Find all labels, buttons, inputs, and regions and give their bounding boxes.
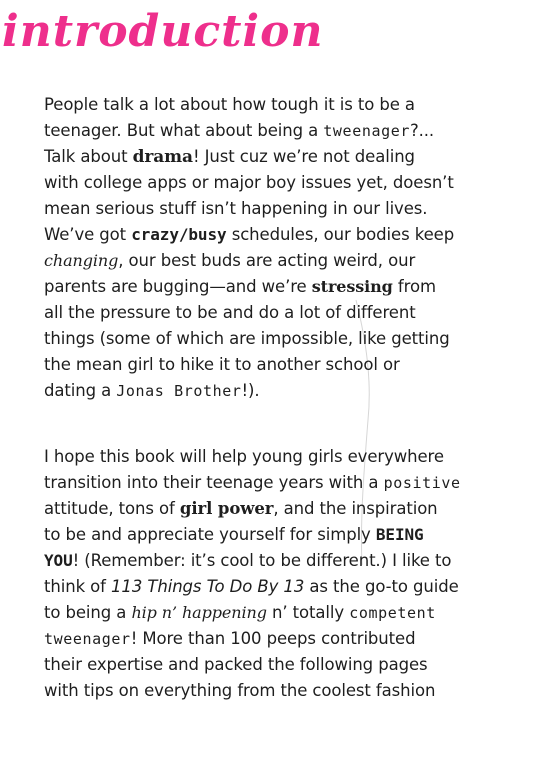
- crazy-busy-word: crazy/busy: [131, 225, 227, 244]
- text-line: People talk a lot about how tough it is to be a: [44, 95, 415, 114]
- text-line: think of 113 Things To Do By 13 as the go-to guide: [44, 577, 459, 596]
- text-line: We’ve got crazy/busy schedules, our bodies keep: [44, 225, 455, 244]
- you-word: YOU: [44, 551, 73, 570]
- changing-word: changing: [44, 251, 119, 270]
- text-line: teenager. But what about being a tweenager?...: [44, 121, 435, 140]
- text-line: with college apps or major boy issues yet, doesn’t: [44, 173, 454, 192]
- text-line: parents are bugging—and we’re stressing from: [44, 277, 436, 296]
- stressing-word: stressing: [311, 277, 393, 296]
- girl-power-words: girl power: [179, 499, 274, 518]
- tweenager-word: tweenager: [323, 122, 410, 140]
- text-line: to being a hip n’ happening n’ totally competent: [44, 603, 436, 622]
- text-line: YOU! (Remember: it’s cool to be different.) I like to: [44, 551, 452, 570]
- book-title-words: 113 Things To Do By 13: [111, 577, 305, 596]
- being-word: BEING: [375, 525, 424, 544]
- text-line: Talk about drama! Just cuz we’re not dealing: [44, 147, 415, 167]
- text-line: mean serious stuff isn’t happening in our lives.: [44, 199, 428, 218]
- text-line: changing, our best buds are acting weird, our: [44, 251, 416, 270]
- tweenager-word-2: tweenager: [44, 630, 131, 648]
- hip-n-happening-words: hip n’ happening: [131, 603, 267, 622]
- text-line: dating a Jonas Brother!).: [44, 381, 260, 400]
- text-line: their expertise and packed the following pages: [44, 655, 428, 674]
- text-line: tweenager! More than 100 peeps contributed: [44, 629, 416, 648]
- text-line: with tips on everything from the coolest fashion: [44, 681, 436, 700]
- page-title: introduction: [2, 6, 324, 57]
- intro-paragraph-2: [44, 444, 514, 704]
- text-line: all the pressure to be and do a lot of different: [44, 303, 416, 322]
- competent-word: competent: [349, 604, 436, 622]
- drama-word: drama: [132, 147, 193, 167]
- text-line: to be and appreciate yourself for simply BEING: [44, 525, 424, 544]
- text-line: transition into their teenage years with a positive: [44, 473, 461, 492]
- text-line: things (some of which are impossible, like getting: [44, 329, 450, 348]
- text-line: attitude, tons of girl power, and the inspiration: [44, 499, 438, 518]
- intro-paragraph-1: [44, 92, 514, 404]
- positive-word: positive: [383, 474, 461, 492]
- jonas-brother-words: Jonas Brother: [116, 382, 242, 400]
- text-line: the mean girl to hike it to another school or: [44, 355, 400, 374]
- text-line: I hope this book will help young girls everywhere: [44, 447, 444, 466]
